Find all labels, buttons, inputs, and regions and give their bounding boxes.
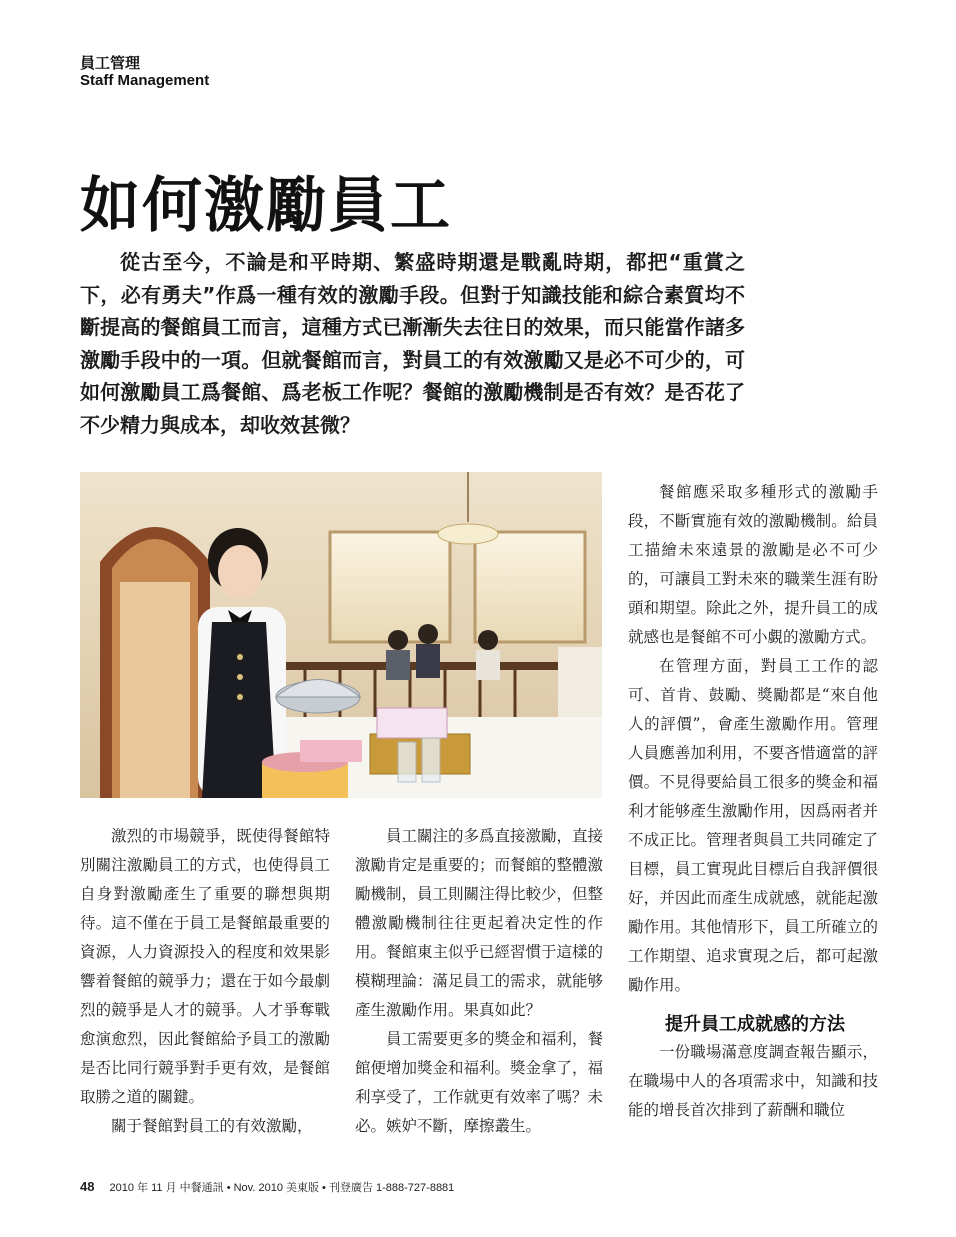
footer-text: 2010 年 11 月 中餐通訊 • Nov. 2010 美東版 • 刊登廣告 1-888-727-8881 [109, 1182, 455, 1194]
body-column-3-continued [628, 1038, 878, 1125]
subheading: 提升員工成就感的方法 [665, 1014, 845, 1035]
article-title: 如何激勵員工 [80, 171, 452, 241]
body-column-1 [80, 822, 330, 1141]
intro-paragraph: 從古至今，不論是和平時期、繁盛時期還是戰亂時期，都把“重賞之下，必有勇夫”作爲一種有效的激勵手段。但對于知識技能和綜合素質均不斷提高的餐館員工而言，這種方式已漸漸失去往日的效果，而只能當作諸多激勵手段中的一項。但就餐館而言，對員工的有效激勵又是必不可少的，可如何激勵員工爲餐館、爲老板工作呢？餐館的激勵機制是否有效？是否花了不少精力與成本，却收效甚微？ [80, 250, 745, 437]
section-label-en: Staff Management [80, 72, 210, 89]
column-1-paragraph-2: 關于餐館對員工的有效激勵， [111, 1117, 313, 1135]
page-number: 48 [80, 1179, 95, 1194]
page-footer [80, 1179, 454, 1195]
column-3-paragraph-3: 一份職場滿意度調查報告顯示，在職場中人的各項需求中，知識和技能的增長首次排到了薪酬和職位 [628, 1043, 878, 1119]
column-3-paragraph-2: 在管理方面，對員工工作的認可、首肯、鼓勵、獎勵都是“來自他人的評價”，會產生激勵作用。管理人員應善加利用，不要吝惜適當的評價。不見得要給員工很多的獎金和福利才能够產生激勵作用，因爲兩者并不成正比。管理者與員工共同確定了目標，員工實現此目標后自我評價很好，并因此而產生成就感，就能起激勵作用。其他情形下，員工所確立的工作期望、追求實現之后，都可起激勵作用。 [628, 657, 878, 994]
article-photo [80, 472, 602, 798]
column-2-paragraph-2: 員工需要更多的獎金和福利，餐館便增加獎金和福利。獎金拿了，福利享受了，工作就更有效率了嗎？未必。嫉妒不斷，摩擦叢生。 [355, 1030, 604, 1135]
section-label-cn: 員工管理 [80, 54, 141, 72]
column-1-paragraph-1: 激烈的市場競爭，既使得餐館特別關注激勵員工的方式，也使得員工自身對激勵產生了重要的聯想與期待。這不僅在于員工是餐館最重要的資源，人力資源投入的程度和效果影響着餐館的競爭力；還在于如今最劇烈的競爭是人才的競爭。人才爭奪戰愈演愈烈，因此餐館給予員工的激勵是否比同行競爭對手更有效，是餐館取勝之道的關鍵。 [80, 827, 330, 1106]
body-column-2 [355, 822, 603, 1141]
body-column-3 [628, 478, 878, 1000]
column-3-paragraph-1: 餐館應采取多種形式的激勵手段，不斷實施有效的激勵機制。給員工描繪未來遠景的激勵是必不可少的，可讓員工對未來的職業生涯有盼頭和期望。除此之外，提升員工的成就感也是餐館不可小覷的激勵方式。 [628, 483, 878, 646]
column-2-paragraph-1: 員工關注的多爲直接激勵，直接激勵肯定是重要的；而餐館的整體激勵機制，員工則關注得比較少，但整體激勵機制往往更起着决定性的作用。餐館東主似乎已經習慣于這樣的模糊理論：滿足員工的需求，就能够產生激勵作用。果真如此？ [355, 827, 604, 1019]
